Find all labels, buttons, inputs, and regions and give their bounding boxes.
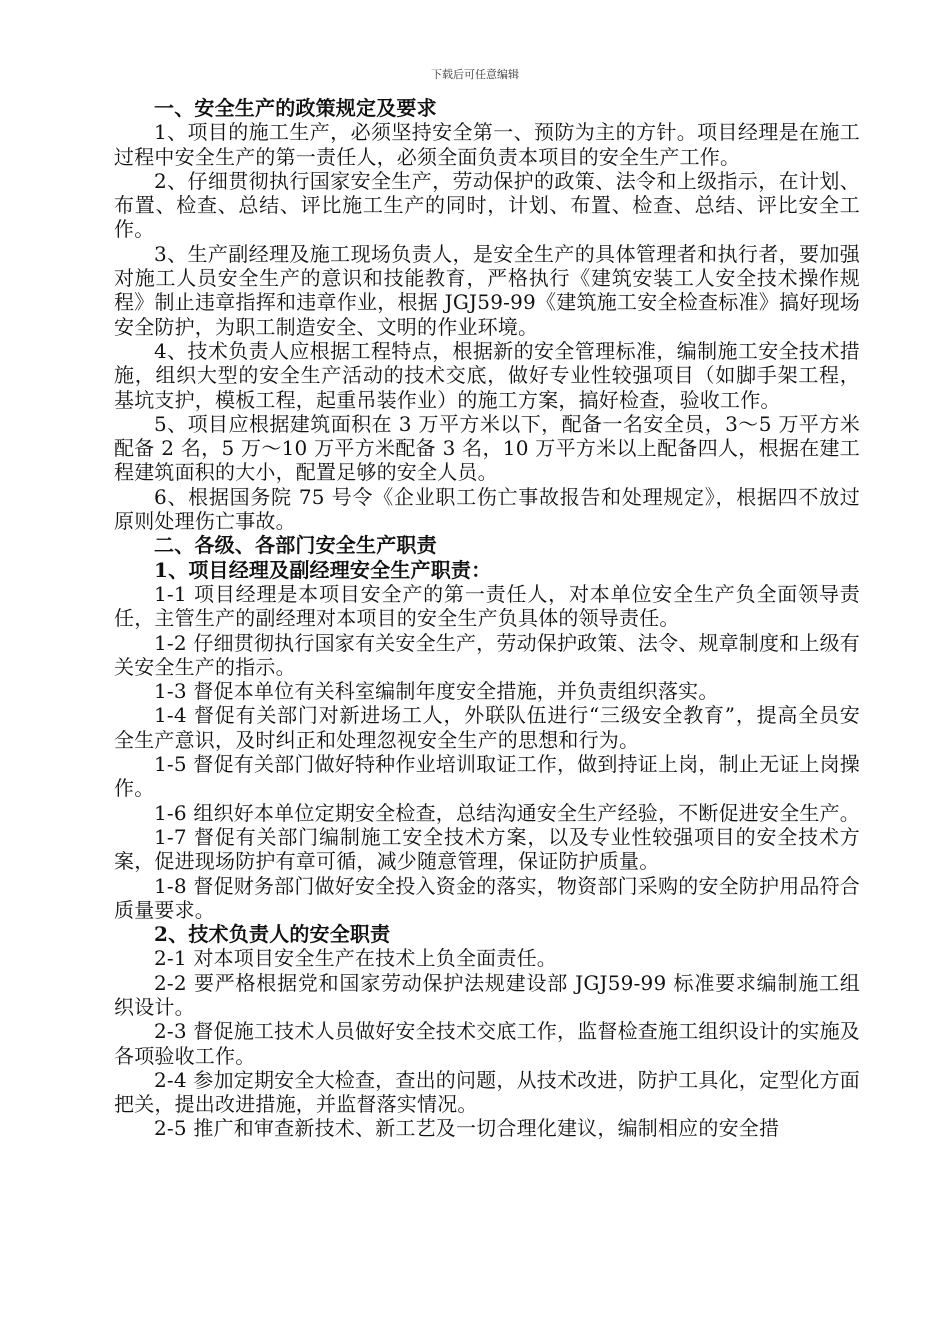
section-heading: 二、各级、各部门安全生产职责: [154, 533, 437, 558]
paragraph: 6、根据国务院 75 号令《企业职工伤亡事故报告和处理规定》，根据四不放过原则处理伤亡事故。: [114, 484, 860, 534]
paragraph: 2-4 参加定期安全大检查，查出的问题，从技术改进，防护工具化，定型化方面把关，提出改进措施，并监督落实情况。: [114, 1067, 860, 1117]
paragraph: 1、项目的施工生产，必须坚持安全第一、预防为主的方针。项目经理是在施工过程中安全生产的第一责任人，必须全面负责本项目的安全生产工作。: [114, 120, 860, 169]
section-heading: 一、安全生产的政策规定及要求: [154, 96, 437, 120]
paragraph: 1-4 督促有关部门对新进场工人，外联队伍进行“三级安全教育”，提高全员安全生产意识，及时纠正和处理忽视安全生产的思想和行为。: [114, 703, 860, 752]
paragraph: 2-5 推广和审查新技术、新工艺及一切合理化建议，编制相应的安全措: [154, 1116, 780, 1141]
paragraph: 1-3 督促本单位有关科室编制年度安全措施，并负责组织落实。: [154, 679, 719, 704]
document-body: [114, 96, 860, 1141]
subsection-heading: 2、技术负责人的安全职责: [154, 922, 391, 947]
paragraph: 1-1 项目经理是本项目安全产的第一责任人，对本单位安全生产负全面领导责任，主管生产的副经理对本项目的安全生产负具体的领导责任。: [114, 581, 860, 631]
paragraph: 2-3 督促施工技术人员做好安全技术交底工作，监督检查施工组织设计的实施及各项验收工作。: [114, 1019, 860, 1068]
paragraph: 5、项目应根据建筑面积在 3 万平方米以下，配备一名安全员，3～5 万平方米配备 2 名，5 万～10 万平方米配备 3 名，10 万平方米以上配备四人，根据在建工程建筑面积的大小，配置足够的安全人员。: [114, 411, 860, 485]
paragraph: 2-2 要严格根据党和国家劳动保护法规建设部 JGJ59-99 标准要求编制施工组织设计。: [114, 970, 860, 1019]
paragraph: 4、技术负责人应根据工程特点，根据新的安全管理标准，编制施工安全技术措施，组织大型的安全生产活动的技术交底，做好专业性较强项目（如脚手架工程，基坑支护，模板工程，起重吊装作业）的施工方案，搞好检查，验收工作。: [114, 338, 860, 412]
paragraph: 2-1 对本项目安全生产在技术上负全面责任。: [154, 946, 557, 971]
paragraph: 1-8 督促财务部门做好安全投入资金的落实，物资部门采购的安全防护用品符合质量要求。: [114, 873, 860, 922]
paragraph: 2、仔细贯彻执行国家安全生产，劳动保护的政策、法令和上级指示，在计划、布置、检查、总结、评比施工生产的同时，计划、布置、检查、总结、评比安全工作。: [114, 168, 860, 242]
paragraph: 1-5 督促有关部门做好特种作业培训取证工作，做到持证上岗，制止无证上岗操作。: [114, 752, 860, 801]
paragraph: 1-2 仔细贯彻执行国家有关安全生产，劳动保护政策、法令、规章制度和上级有关安全生产的指示。: [114, 630, 860, 679]
page-header: 下载后可任意编辑: [431, 68, 519, 81]
paragraph: 1-7 督促有关部门编制施工安全技术方案，以及专业性较强项目的安全技术方案，促进现场防护有章可循，减少随意管理，保证防护质量。: [114, 824, 860, 874]
paragraph: 3、生产副经理及施工现场负责人，是安全生产的具体管理者和执行者，要加强对施工人员安全生产的意识和技能教育，严格执行《建筑安装工人安全技术操作规程》制止违章指挥和违章作业，根据 JGJ59-99《建筑施工安全检查标准》搞好现场安全防护，为职工制造安全、文明的作业环境。: [114, 241, 860, 339]
paragraph: 1-6 组织好本单位定期安全检查，总结沟通安全生产经验，不断促进安全生产。: [154, 800, 860, 825]
subsection-heading: 1、项目经理及副经理安全生产职责：: [154, 557, 492, 582]
